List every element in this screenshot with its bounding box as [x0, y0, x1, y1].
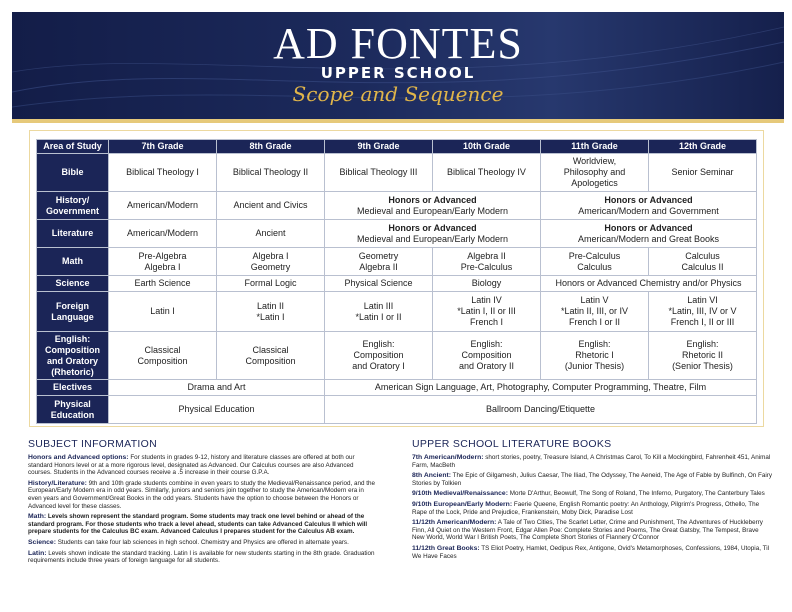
books-11-12-great-books: 11/12th Great Books: TS Eliot Poetry, Hamlet, Oedipus Rex, Antigone, Ovid's Metamorphoses, Confessions, 1984, Utopia, Til We Have Faces [412, 544, 769, 560]
lit-books-title: UPPER SCHOOL LITERATURE BOOKS [412, 438, 612, 450]
cell: American Sign Language, Art, Photography, Computer Programming, Theatre, Film [325, 380, 757, 396]
cell: Biblical Theology III [325, 154, 433, 192]
row-label: Literature [37, 220, 109, 248]
header-7th: 7th Grade [109, 140, 217, 154]
cell: Calculus Calculus II [649, 248, 757, 276]
latin-paragraph: Latin: Levels shown indicate the standard tracking. Latin I is available for new students starting in the 8th grade. Graduation requirements include three years of foreign language for all students. [28, 549, 375, 565]
cell: Latin VI *Latin, III, IV or V French I, II or III [649, 292, 757, 332]
books-11-12-american: 11/12th American/Modern: A Tale of Two Cities, The Scarlet Letter, Crime and Punishment, The Adventures of Huckleberry Finn, All Quiet on the Western Front, Edgar Allen Poe: Complete Stories and Poems, The Great Gatsby, The Tempest, Brave New World, World War I British Poets, The Complete Short Stories of Flannery O'Connor [412, 519, 763, 542]
subject-info-title: SUBJECT INFORMATION [28, 438, 157, 450]
school-subtitle: UPPER SCHOOL [320, 64, 476, 82]
cell: Biblical Theology IV [433, 154, 541, 192]
row-label: Bible [37, 154, 109, 192]
books-7th: 7th American/Modern: short stories, poetry, Treasure Island, A Christmas Carol, To Kill a Mockingbird, Fahrenheit 451, Animal Farm, MacBeth [412, 454, 771, 469]
row-label: Math [37, 248, 109, 276]
cell: Classical Composition [109, 332, 217, 380]
header-banner [12, 12, 784, 119]
row-label: History/ Government [37, 192, 109, 220]
table-row-english [37, 332, 757, 380]
cell: Algebra I Geometry [217, 248, 325, 276]
cell: Formal Logic [217, 276, 325, 292]
cell: Ancient [217, 220, 325, 248]
cell: Algebra II Pre-Calculus [433, 248, 541, 276]
table-row-history [37, 192, 757, 220]
scope-table-frame [29, 130, 764, 427]
science-paragraph: Science: Students can take four lab sciences in high school. Chemistry and Physics are offered in alternate years. [28, 538, 349, 546]
cell: Honors or Advanced American/Modern and Great Books [541, 220, 757, 248]
cell: Earth Science [109, 276, 217, 292]
cell: Ballroom Dancing/Etiquette [325, 396, 757, 424]
table-row-science [37, 276, 757, 292]
row-label: Foreign Language [37, 292, 109, 332]
cell: Senior Seminar [649, 154, 757, 192]
cell: Classical Composition [217, 332, 325, 380]
cell: Latin II *Latin I [217, 292, 325, 332]
subject-information [28, 438, 378, 568]
cell: Physical Science [325, 276, 433, 292]
literature-books [412, 438, 772, 563]
history-paragraph: History/Literature: 9th and 10th grade students combine in even years to study the Medieval/Renaissance period, and the European/Early Modern era in odd years. Similarly, juniors and seniors join together to study the American/Modern era in even years and Government/Great Books in the odd years. Students have the option to choose between the Honors or Advanced level for these classes. [28, 479, 376, 510]
cell: American/Modern [109, 220, 217, 248]
header-9th: 9th Grade [325, 140, 433, 154]
cell: Latin I [109, 292, 217, 332]
school-title: AD FONTES [273, 19, 523, 68]
table-row-math [37, 248, 757, 276]
cell: American/Modern [109, 192, 217, 220]
cell: Latin V *Latin II, III, or IV French I or II [541, 292, 649, 332]
gold-divider [12, 119, 784, 123]
table-row-foreign-language [37, 292, 757, 332]
books-9-10-medieval: 9/10th Medieval/Renaissance: Morte D'Arthur, Beowulf, The Song of Roland, The Inferno, Purgatory, The Canterbury Tales [412, 490, 765, 498]
table-header-row [37, 140, 757, 154]
cell: Honors or Advanced American/Modern and Government [541, 192, 757, 220]
table-row-bible [37, 154, 757, 192]
table-row-physical-education [37, 396, 757, 424]
row-label: English: Composition and Oratory (Rhetoric) [37, 332, 109, 380]
cell: English: Rhetoric II (Senior Thesis) [649, 332, 757, 380]
cell: Honors or Advanced Chemistry and/or Physics [541, 276, 757, 292]
cell: Pre-Calculus Calculus [541, 248, 649, 276]
cell: Physical Education [109, 396, 325, 424]
cell: English: Composition and Oratory II [433, 332, 541, 380]
cell: Drama and Art [109, 380, 325, 396]
header-12th: 12th Grade [649, 140, 757, 154]
books-8th: 8th Ancient: The Epic of Gilgamesh, Julius Caesar, The Iliad, The Odyssey, The Aeneid, The Age of Fable by Bulfinch, On Fairy Stories by Tolkien [412, 472, 772, 487]
header-area: Area of Study [37, 140, 109, 154]
cell: Biblical Theology II [217, 154, 325, 192]
table-row-electives [37, 380, 757, 396]
header-11th: 11th Grade [541, 140, 649, 154]
cell: Pre-Algebra Algebra I [109, 248, 217, 276]
row-label: Electives [37, 380, 109, 396]
row-label: Science [37, 276, 109, 292]
cell: Ancient and Civics [217, 192, 325, 220]
cell: Latin IV *Latin I, II or III French I [433, 292, 541, 332]
cell: Worldview, Philosophy and Apologetics [541, 154, 649, 192]
cell: Honors or Advanced Medieval and European/Early Modern [325, 192, 541, 220]
books-9-10-european: 9/10th European/Early Modern: Faerie Queene, English Romantic poetry: An Anthology, Pilgrim's Progress, Othello, The Rape of the Lock, Pride and Prejudice, Frankenstein, Moby Dick, Paradise Lost [412, 500, 760, 516]
header-8th: 8th Grade [217, 140, 325, 154]
cell: Honors or Advanced Medieval and European/Early Modern [325, 220, 541, 248]
cell: Geometry Algebra II [325, 248, 433, 276]
cell: Biblical Theology I [109, 154, 217, 192]
cell: Biology [433, 276, 541, 292]
scope-tagline: Scope and Sequence [292, 82, 504, 106]
cell: English: Rhetoric I (Junior Thesis) [541, 332, 649, 380]
scope-table [36, 139, 757, 424]
cell: English: Composition and Oratory I [325, 332, 433, 380]
honors-paragraph: Honors and Advanced options: For students in grades 9-12, history and literature classes are offered at both our standard Honors level or at a more rigorous level, designated as Advanced. Our Calculus courses are also Advanced courses. Students in the Advanced courses receive a .5 increase in their course G.P.A. [28, 454, 355, 477]
header-10th: 10th Grade [433, 140, 541, 154]
table-row-literature [37, 220, 757, 248]
row-label: Physical Education [37, 396, 109, 424]
cell: Latin III *Latin I or II [325, 292, 433, 332]
math-paragraph: Math: Levels shown represent the standard program. Some students may track one level behind or ahead of the standard program. For those students who track a level ahead, students can take Advanced Calculus II which will prepare students for the Calculus BC exam. Advanced Calculus I prepares student for the Calculus AB exam. [28, 513, 368, 536]
